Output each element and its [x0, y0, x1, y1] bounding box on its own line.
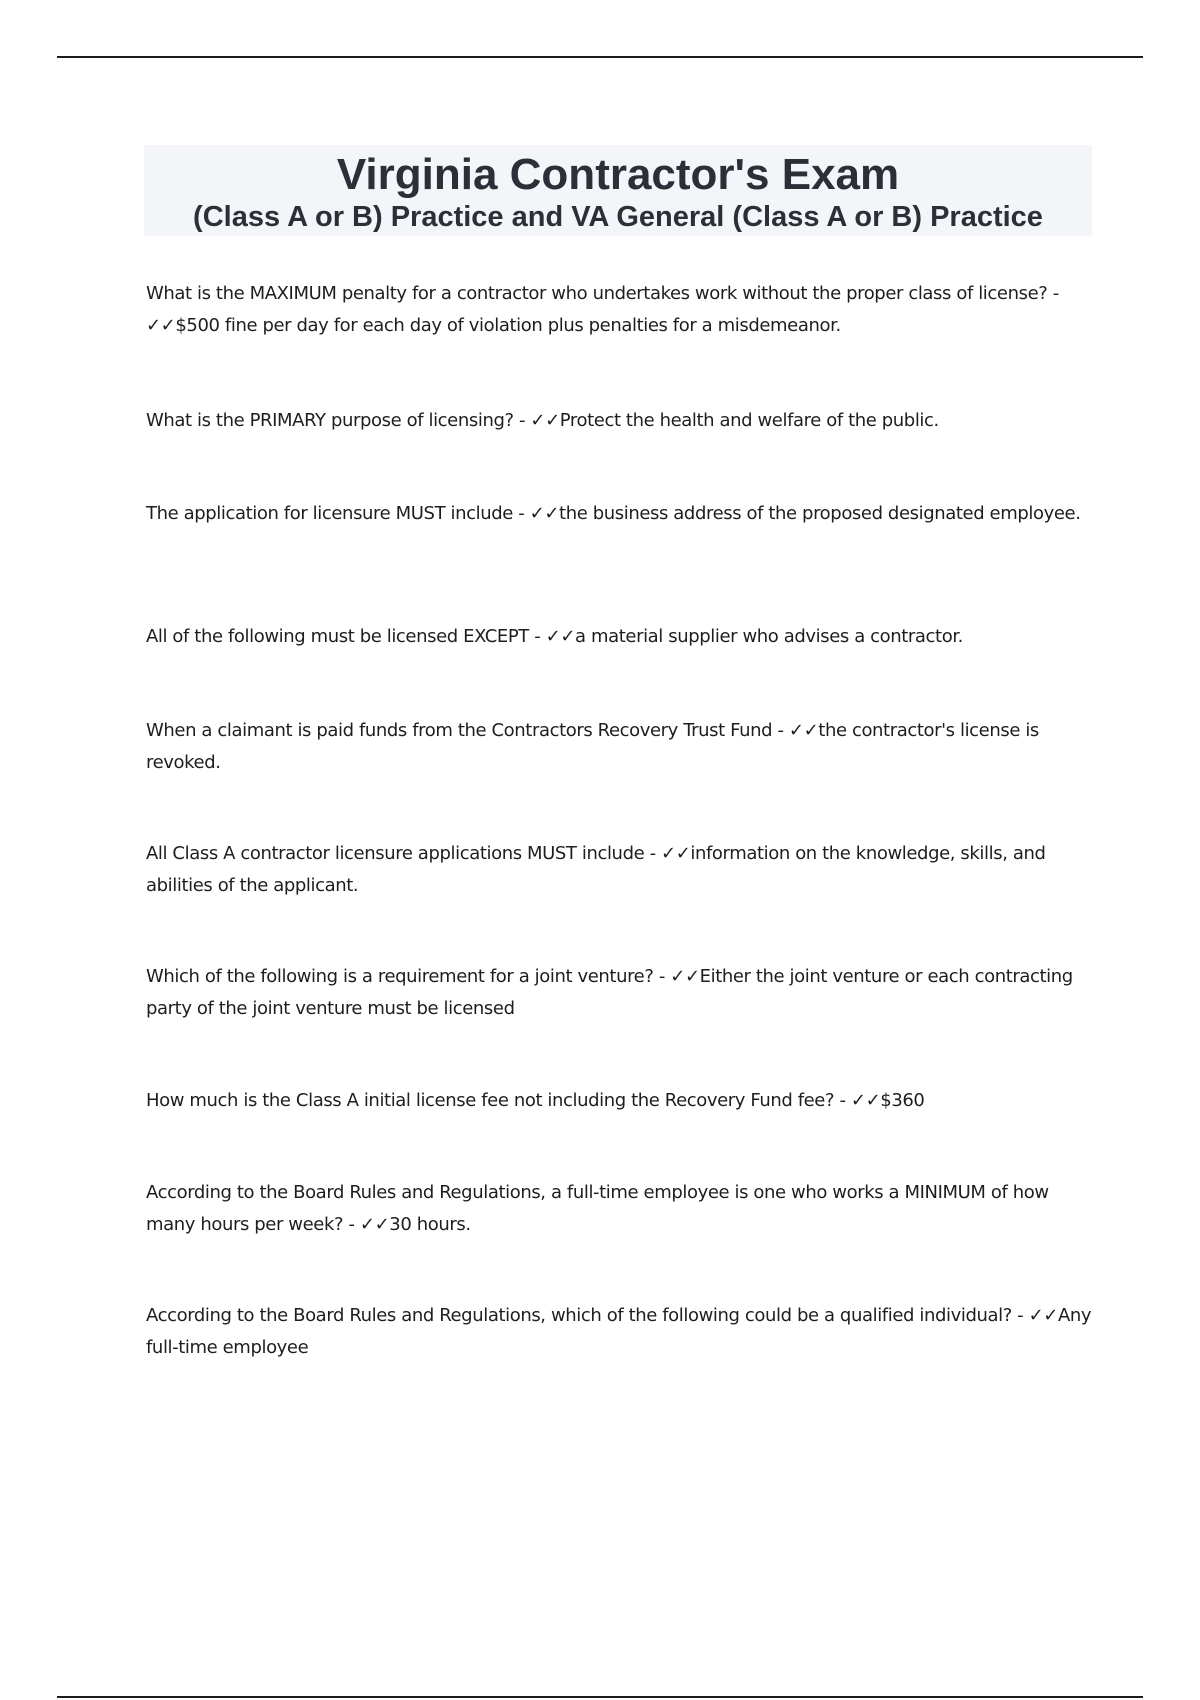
qa-item-2: [146, 405, 1096, 437]
qa-item-6: [146, 838, 1096, 902]
check-icon: ✓✓: [1028, 1305, 1058, 1326]
question-text: What is the PRIMARY purpose of licensing?: [146, 410, 514, 431]
title-banner: [144, 145, 1092, 236]
check-icon: ✓✓: [545, 626, 576, 647]
answer-text: $360: [880, 1090, 925, 1111]
separator: -: [1047, 283, 1059, 304]
answer-text: the business address of the proposed designated employee.: [559, 503, 1081, 524]
qa-item-1: [146, 278, 1096, 342]
separator: -: [653, 966, 671, 987]
qa-item-4: [146, 621, 1096, 653]
qa-item-8: [146, 1085, 1096, 1117]
question-text: According to the Board Rules and Regulations, a full-time employee is one who works a MINIMUM of how many hours per week?: [146, 1182, 1049, 1235]
qa-item-10: [146, 1300, 1096, 1364]
answer-text: Any full-time employee: [146, 1305, 1092, 1358]
question-text: According to the Board Rules and Regulations, which of the following could be a qualified individual?: [146, 1305, 1012, 1326]
answer-text: 30 hours.: [389, 1214, 471, 1235]
answer-text: $500 fine per day for each day of violation plus penalties for a misdemeanor.: [175, 315, 841, 336]
separator: -: [644, 843, 662, 864]
answer-text: Either the joint venture or each contracting party of the joint venture must be licensed: [146, 966, 1073, 1019]
qa-item-5: [146, 715, 1096, 779]
separator: -: [512, 503, 530, 524]
answer-text: information on the knowledge, skills, and abilities of the applicant.: [146, 843, 1046, 896]
check-icon: ✓✓: [670, 966, 700, 987]
question-text: How much is the Class A initial license fee not including the Recovery Fund fee?: [146, 1090, 835, 1111]
separator: -: [772, 720, 789, 741]
question-text: All of the following must be licensed EXCEPT: [146, 626, 529, 647]
top-rule: [57, 56, 1143, 58]
check-icon: ✓✓: [530, 410, 560, 431]
check-icon: ✓✓: [529, 503, 560, 524]
answer-text: Protect the health and welfare of the public.: [559, 410, 939, 431]
document-title: Virginia Contractor's Exam: [336, 150, 900, 199]
separator: -: [528, 626, 546, 647]
separator: -: [834, 1090, 851, 1111]
question-text: Which of the following is a requirement for a joint venture?: [146, 966, 654, 987]
check-icon: ✓✓: [359, 1214, 390, 1235]
separator: -: [1011, 1305, 1029, 1326]
separator: -: [343, 1214, 360, 1235]
answer-text: a material supplier who advises a contractor.: [575, 626, 963, 647]
question-text: What is the MAXIMUM penalty for a contractor who undertakes work without the proper class of license?: [146, 283, 1048, 304]
qa-item-7: [146, 961, 1096, 1025]
separator: -: [513, 410, 531, 431]
question-text: The application for licensure MUST include: [146, 503, 513, 524]
document-subtitle: (Class A or B) Practice and VA General (Class A or B) Practice: [193, 201, 1043, 233]
qa-item-9: [146, 1177, 1096, 1241]
question-text: All Class A contractor licensure applications MUST include: [146, 843, 645, 864]
check-icon: ✓✓: [661, 843, 691, 864]
qa-item-3: [146, 498, 1096, 530]
check-icon: ✓✓: [788, 720, 819, 741]
check-icon: ✓✓: [850, 1090, 881, 1111]
check-icon: ✓✓: [146, 315, 176, 336]
bottom-rule: [57, 1696, 1143, 1698]
answer-text: the contractor's license is revoked.: [146, 720, 1039, 773]
question-text: When a claimant is paid funds from the Contractors Recovery Trust Fund: [146, 720, 773, 741]
